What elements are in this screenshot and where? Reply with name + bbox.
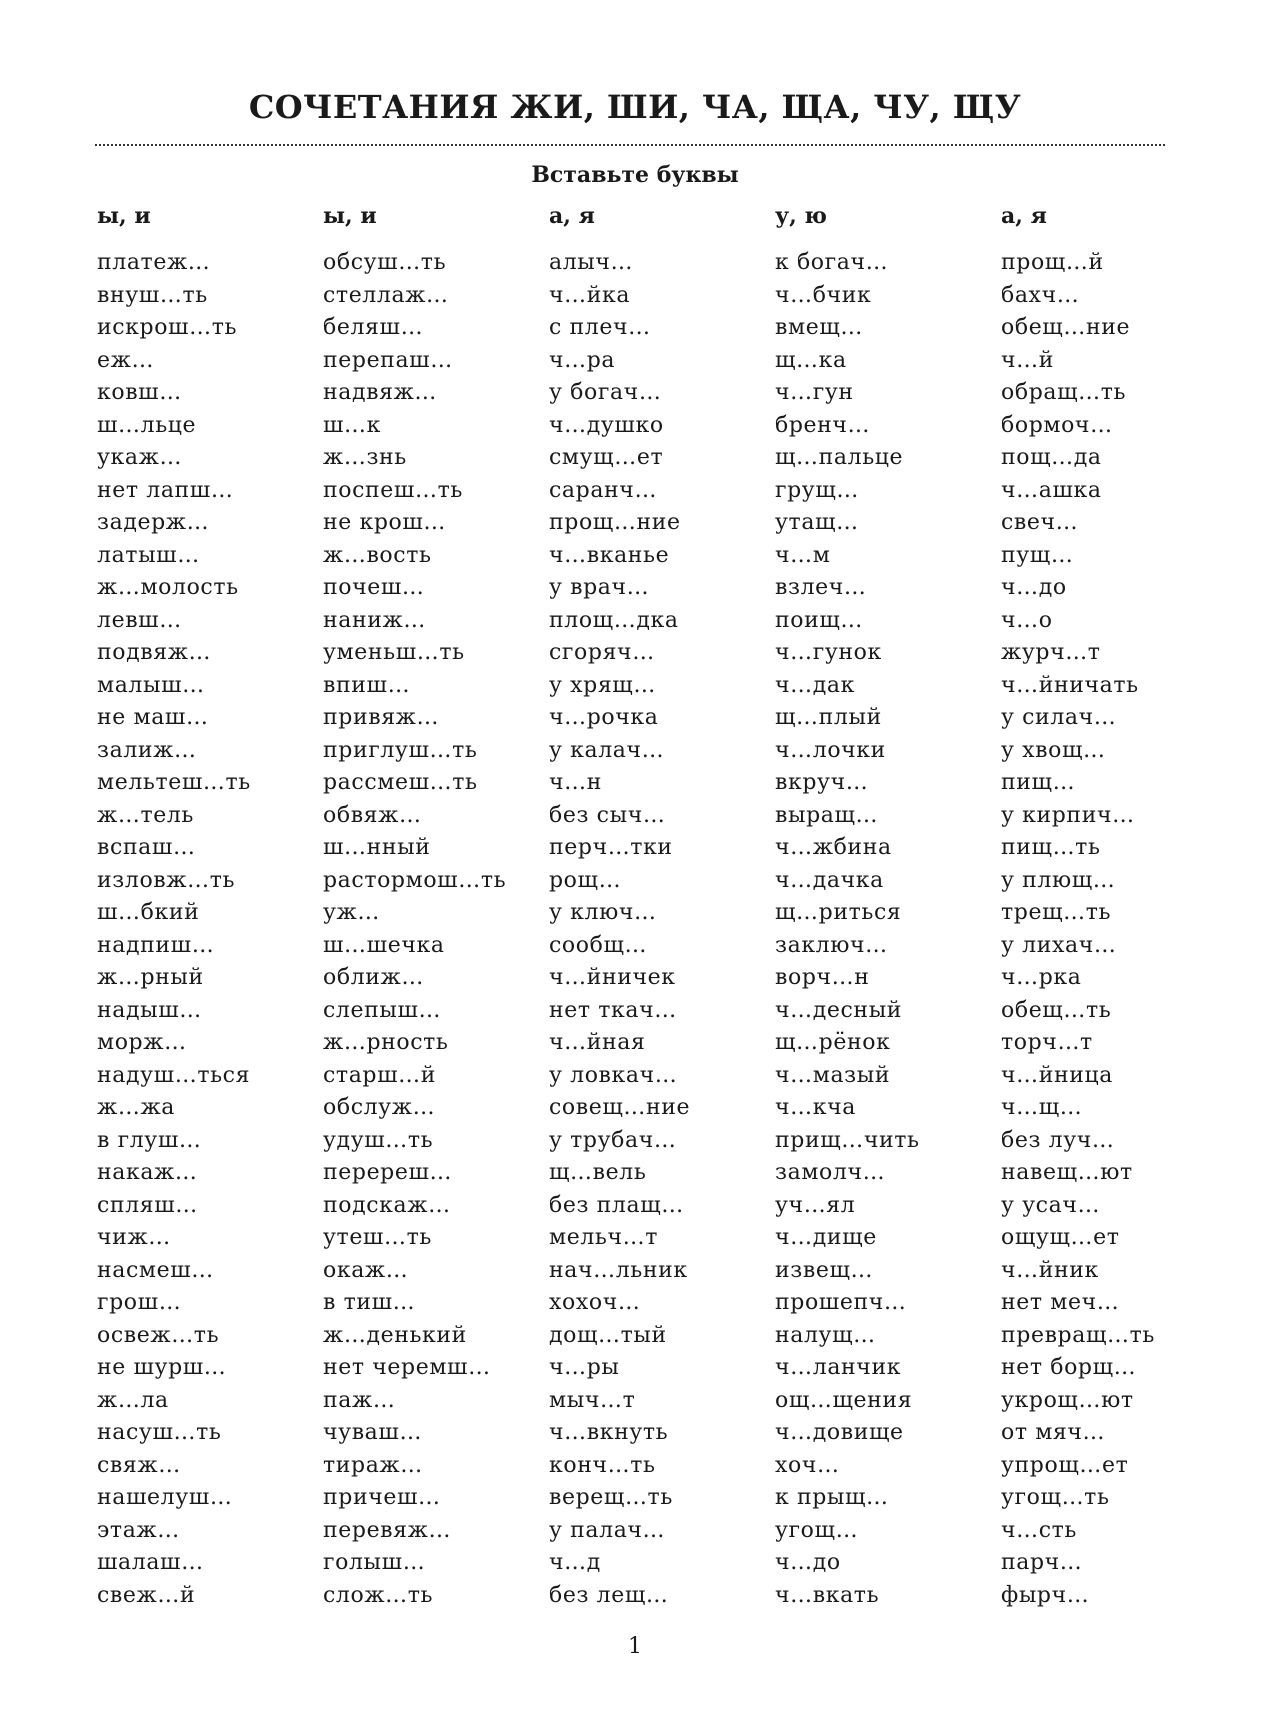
word-item: паж… (323, 1387, 396, 1413)
word-item: мельч…т (549, 1225, 659, 1250)
word-item: ч…довище (775, 1420, 904, 1445)
word-item: утеш…ть (323, 1225, 432, 1250)
word-item: без плащ… (549, 1192, 684, 1218)
word-item: ч…жбина (775, 835, 892, 860)
word-list (97, 247, 323, 1612)
word-item: у палач… (549, 1517, 666, 1543)
word-item: ч…гун (775, 380, 854, 405)
word-item: вкруч… (775, 770, 869, 795)
word-item: вмещ… (775, 315, 863, 340)
word-item: совещ…ние (549, 1095, 691, 1120)
word-item: ж…рность (323, 1030, 449, 1055)
word-item: мыч…т (549, 1387, 636, 1413)
word-item: обсуш…ть (323, 250, 447, 275)
word-item: у плющ… (1001, 867, 1116, 893)
word-item: обвяж… (323, 802, 422, 828)
word-item: у ключ… (549, 900, 657, 925)
word-item: ч…м (775, 542, 831, 568)
word-item: ш…к (323, 412, 382, 438)
word-item: укаж… (97, 445, 183, 470)
word-item: ш…льце (97, 412, 197, 438)
word-item: ч…дачка (775, 867, 884, 893)
word-item: прошепч… (775, 1290, 907, 1315)
word-item: залиж… (97, 737, 197, 763)
word-item: спляш… (97, 1192, 198, 1218)
word-item: перереш… (323, 1160, 453, 1185)
word-item: ч…ашка (1001, 477, 1102, 503)
word-item: ч…вкать (775, 1582, 880, 1608)
word-item: у лихач… (1001, 932, 1117, 958)
word-item: ж…жа (97, 1095, 175, 1120)
word-item: без лещ… (549, 1582, 669, 1608)
word-item: заключ… (775, 932, 888, 958)
word-item: ч…рочка (549, 705, 659, 730)
word-item: нач…льник (549, 1257, 688, 1283)
word-item: перч…тки (549, 835, 673, 860)
word-item: бормоч… (1001, 412, 1113, 438)
word-item: верещ…ть (549, 1485, 673, 1510)
word-item: надпиш… (97, 932, 215, 958)
word-column-5 (1001, 203, 1227, 1612)
word-item: у силач… (1001, 705, 1117, 730)
word-item: задерж… (97, 510, 210, 535)
column-header: а, я (1001, 203, 1047, 229)
word-list (1001, 247, 1227, 1612)
word-item: навещ…ют (1001, 1160, 1133, 1185)
word-item: морж… (97, 1030, 187, 1055)
word-item: свяж… (97, 1452, 181, 1478)
word-item: ш…нный (323, 835, 431, 860)
word-item: торч…т (1001, 1030, 1093, 1055)
word-column-2 (323, 203, 549, 1612)
word-item: прощ…ние (549, 510, 681, 535)
word-item: ч…йка (549, 282, 631, 308)
word-item: у хвощ… (1001, 737, 1106, 763)
word-item: журч…т (1001, 640, 1101, 665)
word-item: нет борщ… (1001, 1355, 1137, 1380)
word-item: ворч…н (775, 965, 870, 990)
word-item: ч…рка (1001, 965, 1082, 990)
word-item: ч…й (1001, 347, 1055, 373)
word-item: почеш… (323, 575, 425, 600)
word-item: надвяж… (323, 380, 438, 405)
word-item: ш…бкий (97, 900, 200, 925)
word-item: ч…йная (549, 1030, 646, 1055)
word-item: ощущ…ет (1001, 1225, 1120, 1250)
word-item: надыш… (97, 997, 202, 1023)
word-item: внуш…ть (97, 282, 208, 308)
word-item: впиш… (323, 672, 411, 698)
word-item: к богач… (775, 250, 889, 275)
word-item: подскаж… (323, 1192, 451, 1218)
word-item: дощ…тый (549, 1322, 667, 1348)
word-item: трещ…ть (1001, 900, 1112, 925)
column-header: ы, и (323, 203, 377, 229)
word-item: ж…молость (97, 575, 239, 600)
word-item: грош… (97, 1290, 182, 1315)
word-item: фырч… (1001, 1582, 1090, 1608)
word-item: тираж… (323, 1452, 423, 1478)
word-item: щ…вель (549, 1160, 647, 1185)
word-item: без луч… (1001, 1127, 1115, 1153)
word-item: ж…знь (323, 445, 407, 470)
word-item: ч…д (549, 1550, 601, 1575)
word-item: левш… (97, 607, 182, 633)
word-item: у ловкач… (549, 1062, 678, 1088)
word-item: наниж… (323, 607, 426, 633)
word-item: прищ…чить (775, 1127, 920, 1153)
word-item: ч…душко (549, 412, 664, 438)
word-item: обещ…ть (1001, 997, 1112, 1023)
word-item: у кирпич… (1001, 802, 1135, 828)
word-item: ч…ланчик (775, 1355, 902, 1380)
word-item: хоч… (775, 1452, 840, 1478)
word-item: пущ… (1001, 542, 1074, 568)
dotted-divider (95, 144, 1165, 146)
word-item: пищ… (1001, 770, 1076, 795)
word-item: ж…ла (97, 1387, 169, 1413)
word-item: беляш… (323, 315, 424, 340)
word-item: латыш… (97, 542, 200, 568)
word-item: уменьш…ть (323, 640, 465, 665)
word-item: щ…рёнок (775, 1030, 891, 1055)
word-item: с плеч… (549, 315, 651, 340)
word-item: насуш…ть (97, 1420, 222, 1445)
word-item: у хрящ… (549, 672, 656, 698)
word-item: сообщ… (549, 932, 648, 958)
word-item: чиж… (97, 1225, 171, 1250)
word-item: ковш… (97, 380, 182, 405)
word-item: поищ… (775, 607, 864, 633)
word-item: рассмеш…ть (323, 770, 478, 795)
word-item: удуш…ть (323, 1127, 434, 1153)
word-item: ч…н (549, 770, 603, 795)
word-item: ч…щ… (1001, 1095, 1083, 1120)
word-item: щ…пальце (775, 445, 904, 470)
word-list (323, 247, 549, 1612)
word-item: ч…лочки (775, 737, 886, 763)
word-item: утащ… (775, 510, 859, 535)
word-item: упрощ…ет (1001, 1452, 1129, 1478)
word-item: налущ… (775, 1322, 876, 1348)
word-item: слепыш… (323, 997, 442, 1023)
word-item: насмеш… (97, 1257, 214, 1283)
word-item: мельтеш…ть (97, 770, 251, 795)
word-columns (97, 203, 1207, 1612)
word-item: малыш… (97, 672, 205, 698)
word-item: нет меч… (1001, 1290, 1120, 1315)
word-item: старш…й (323, 1062, 437, 1088)
word-item: стеллаж… (323, 282, 449, 308)
word-item: площ…дка (549, 607, 679, 633)
word-column-3 (549, 203, 775, 1612)
word-item: ш…шечка (323, 932, 445, 958)
word-item: угощ… (775, 1517, 859, 1543)
word-item: ж…вость (323, 542, 432, 568)
word-item: извещ… (775, 1257, 874, 1283)
word-item: ч…до (775, 1550, 841, 1575)
word-item: голыш… (323, 1550, 426, 1575)
word-item: у богач… (549, 380, 662, 405)
word-item: платеж… (97, 250, 211, 275)
column-header: а, я (549, 203, 595, 229)
word-item: ж…денький (323, 1322, 467, 1348)
word-item: щ…риться (775, 900, 902, 925)
word-item: ч…йничек (549, 965, 676, 990)
word-item: угощ…ть (1001, 1485, 1110, 1510)
word-item: уж… (323, 900, 380, 925)
word-item: причеш… (323, 1485, 441, 1510)
word-item: ч…кча (775, 1095, 856, 1120)
word-item: ж…тель (97, 802, 194, 828)
word-item: щ…плый (775, 705, 882, 730)
word-item: в глуш… (97, 1127, 202, 1153)
word-item: перепаш… (323, 347, 453, 373)
word-item: ч…йница (1001, 1062, 1113, 1088)
word-item: без сыч… (549, 802, 666, 828)
word-item: накаж… (97, 1160, 198, 1185)
word-item: ч…вкнуть (549, 1420, 669, 1445)
word-item: приглуш…ть (323, 737, 478, 763)
word-item: изловж…ть (97, 867, 236, 893)
word-item: превращ…ть (1001, 1322, 1155, 1348)
word-item: этаж… (97, 1517, 180, 1543)
word-item: конч…ть (549, 1452, 656, 1478)
word-item: свеч… (1001, 510, 1079, 535)
word-item: пищ…ть (1001, 835, 1101, 860)
word-item: обращ…ть (1001, 380, 1127, 405)
word-list (549, 247, 775, 1612)
word-item: бренч… (775, 412, 871, 438)
word-item: грущ… (775, 477, 860, 503)
word-item: ч…вканье (549, 542, 670, 568)
word-item: нет лапш… (97, 477, 234, 503)
word-item: ч…бчик (775, 282, 872, 308)
word-item: ч…до (1001, 575, 1067, 600)
word-item: замолч… (775, 1160, 886, 1185)
word-item: растормош…ть (323, 867, 507, 893)
word-item: ч…десный (775, 997, 903, 1023)
word-item: ч…йник (1001, 1257, 1099, 1283)
page-title: СОЧЕТАНИЯ ЖИ, ШИ, ЧА, ЩА, ЧУ, ЩУ (248, 88, 1022, 126)
word-item: свеж…й (97, 1582, 196, 1608)
word-item: бахч… (1001, 282, 1080, 308)
word-item: алыч… (549, 250, 634, 275)
word-item: нашелуш… (97, 1485, 233, 1510)
word-item: чуваш… (323, 1420, 423, 1445)
word-item: обслуж… (323, 1095, 436, 1120)
word-item: обещ…ние (1001, 315, 1131, 340)
word-item: ч…мазый (775, 1062, 891, 1088)
word-item: у трубач… (549, 1127, 677, 1153)
word-item: укрощ…ют (1001, 1387, 1134, 1413)
word-item: не шурш… (97, 1355, 227, 1380)
word-item: ч…ра (549, 347, 616, 373)
word-item: смущ…ет (549, 445, 664, 470)
column-header: ы, и (97, 203, 151, 229)
word-item: щ…ка (775, 347, 847, 373)
column-header: у, ю (775, 203, 827, 229)
word-item: ч…дак (775, 672, 855, 698)
word-item: ч…йничать (1001, 672, 1139, 698)
word-column-4 (775, 203, 1001, 1612)
word-item: сгоряч… (549, 640, 655, 665)
word-item: прощ…й (1001, 250, 1104, 275)
word-item: ж…рный (97, 965, 204, 990)
word-item: привяж… (323, 705, 440, 730)
word-item: у калач… (549, 737, 665, 763)
word-item: ч…дище (775, 1225, 877, 1250)
word-item: парч… (1001, 1550, 1083, 1575)
word-item: надуш…ться (97, 1062, 251, 1088)
word-item: нет ткач… (549, 997, 677, 1023)
word-item: в тиш… (323, 1290, 416, 1315)
word-item: у усач… (1001, 1192, 1101, 1218)
word-item: от мяч… (1001, 1420, 1106, 1445)
word-item: ощ…щения (775, 1387, 913, 1413)
word-item: ч…гунок (775, 640, 882, 665)
word-item: еж… (97, 347, 155, 373)
word-item: выращ… (775, 802, 879, 828)
word-item: ч…ры (549, 1355, 620, 1380)
word-item: поспеш…ть (323, 477, 463, 503)
word-item: ч…о (1001, 607, 1053, 633)
word-item: пощ…да (1001, 445, 1102, 470)
instruction: Вставьте буквы (531, 162, 739, 188)
word-item: шалаш… (97, 1550, 204, 1575)
word-list (775, 247, 1001, 1612)
word-item: слож…ть (323, 1582, 434, 1608)
word-item: не маш… (97, 705, 209, 730)
word-item: саранч… (549, 477, 658, 503)
word-item: освеж…ть (97, 1322, 220, 1348)
word-column-1 (97, 203, 323, 1612)
word-item: уч…ял (775, 1192, 856, 1218)
word-item: перевяж… (323, 1517, 452, 1543)
word-item: вспаш… (97, 835, 196, 860)
word-item: оближ… (323, 965, 424, 990)
word-item: искрош…ть (97, 315, 238, 340)
word-item: взлеч… (775, 575, 867, 600)
word-item: хохоч… (549, 1290, 641, 1315)
word-item: у врач… (549, 575, 650, 600)
word-item: к прыщ… (775, 1485, 889, 1510)
word-item: окаж… (323, 1257, 409, 1283)
word-item: ч…сть (1001, 1517, 1078, 1543)
word-item: подвяж… (97, 640, 212, 665)
word-item: нет черемш… (323, 1355, 491, 1380)
word-item: не крош… (323, 510, 447, 535)
page-number: 1 (628, 1634, 642, 1659)
word-item: рощ… (549, 867, 622, 893)
